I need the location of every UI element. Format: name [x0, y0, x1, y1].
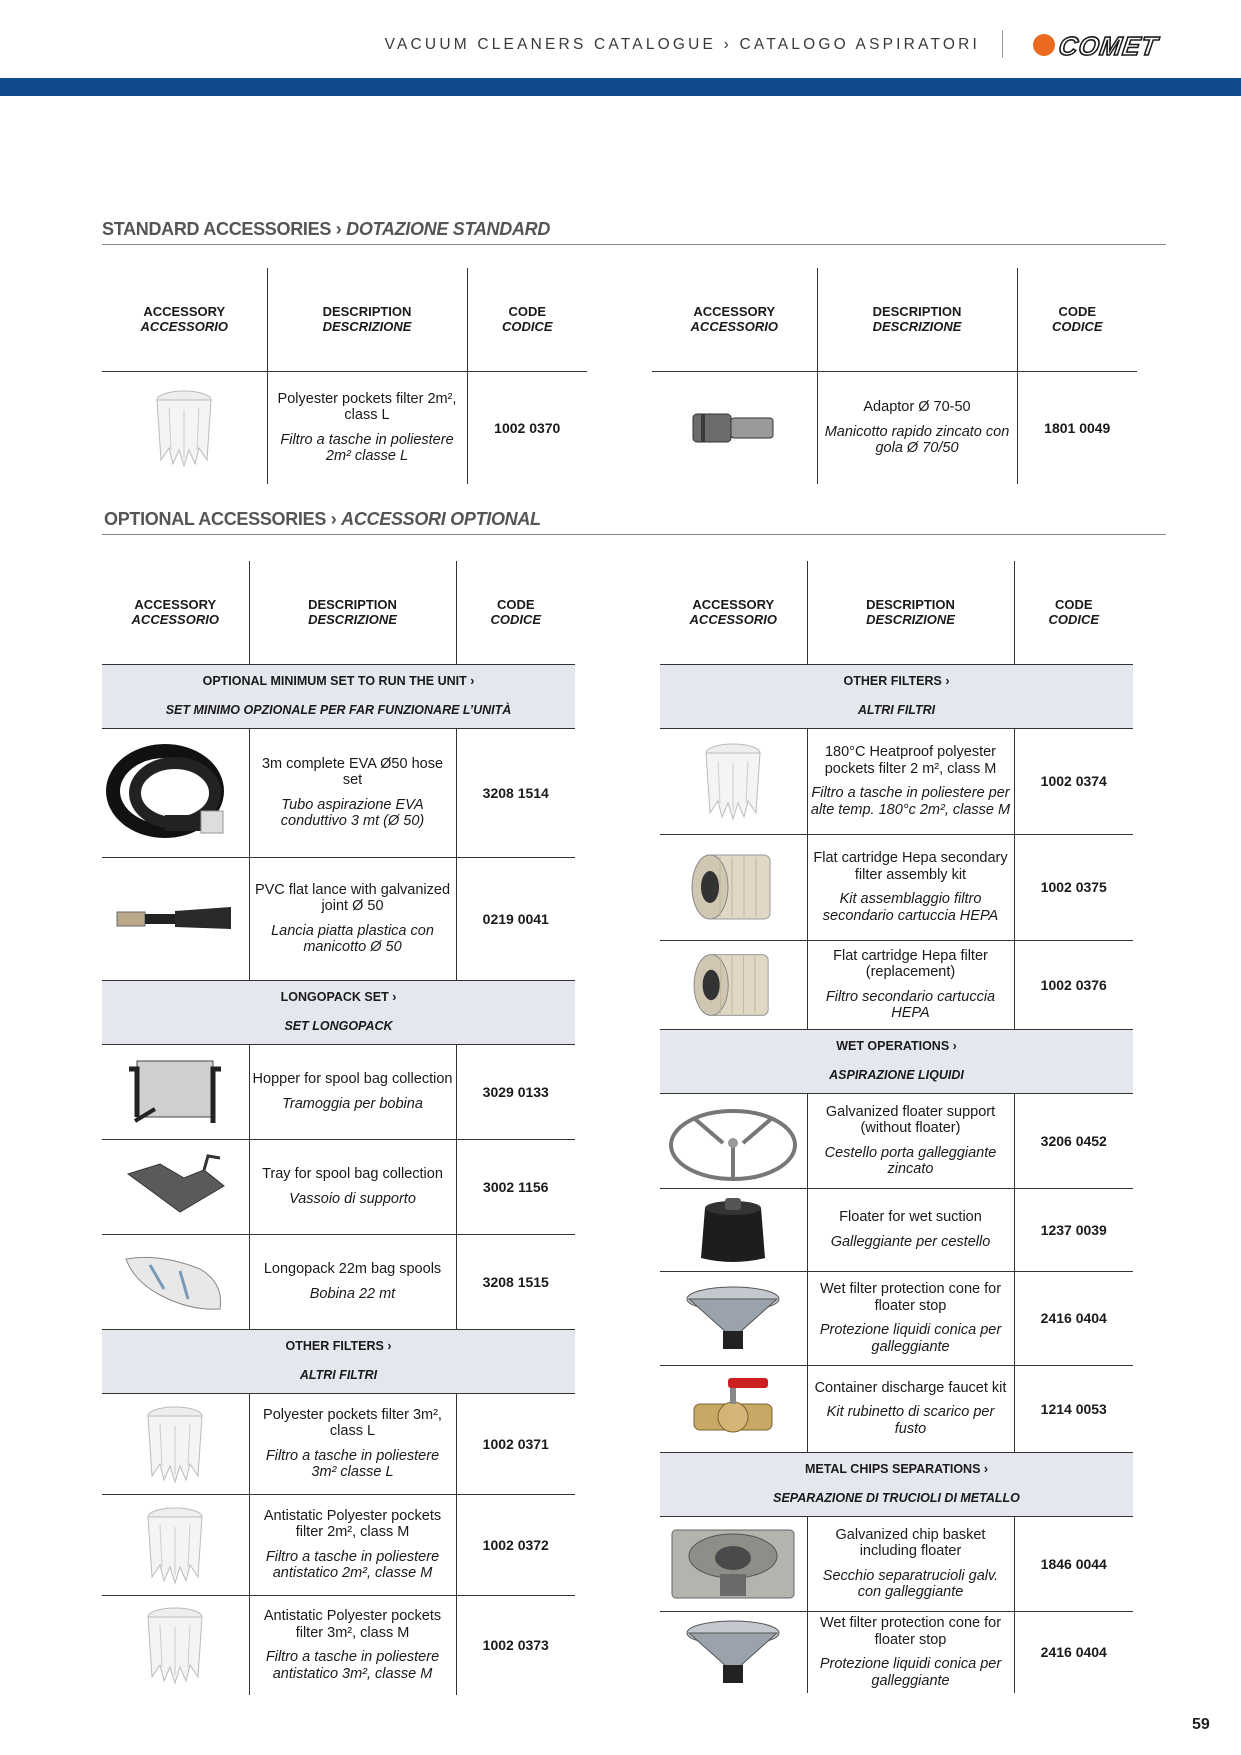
- table-row: [102, 1595, 575, 1695]
- item-code: 1237 0039: [1014, 1188, 1133, 1271]
- col-description: DESCRIPTION DESCRIZIONE: [267, 268, 467, 371]
- item-description: Tray for spool bag collection Vassoio di supporto: [249, 1139, 456, 1234]
- catalogue-title: VACUUM CLEANERS CATALOGUE › CATALOGO ASPIRATORI: [384, 36, 980, 53]
- group-header: OPTIONAL MINIMUM SET TO RUN THE UNIT › SET MINIMO OPZIONALE PER FAR FUNZIONARE L’UNITÀ: [102, 664, 575, 728]
- table-row: [660, 1188, 1133, 1271]
- item-code: 3002 1156: [456, 1139, 575, 1234]
- group-header: OTHER FILTERS › ALTRI FILTRI: [660, 664, 1133, 728]
- cartridge-filter-icon: [660, 834, 807, 940]
- item-code: 1002 0373: [456, 1595, 575, 1695]
- col-accessory: ACCESSORY ACCESSORIO: [660, 561, 807, 664]
- item-code: 3208 1514: [456, 728, 575, 857]
- chip-basket-icon: [660, 1516, 807, 1611]
- table-row: [102, 1393, 575, 1494]
- standard-section-title: [102, 219, 550, 240]
- pocket-filter-icon: [102, 1393, 249, 1494]
- item-code: 3029 0133: [456, 1044, 575, 1139]
- optional-table-left: [102, 561, 575, 1695]
- item-code: 0219 0041: [456, 857, 575, 980]
- col-description: DESCRIPTION DESCRIZIONE: [249, 561, 456, 664]
- floater-support-icon: [660, 1093, 807, 1188]
- optional-table-right: [660, 561, 1133, 1693]
- group-header: OTHER FILTERS › ALTRI FILTRI: [102, 1329, 575, 1393]
- floater-icon: [660, 1188, 807, 1271]
- table-row: [102, 371, 587, 484]
- flat-lance-icon: [102, 857, 249, 980]
- group-header: WET OPERATIONS › ASPIRAZIONE LIQUIDI: [660, 1029, 1133, 1093]
- col-accessory: ACCESSORY ACCESSORIO: [102, 561, 249, 664]
- standard-section-rule: [102, 244, 1166, 245]
- optional-title-it: ACCESSORI OPTIONAL: [341, 509, 541, 529]
- item-description: 180°C Heatproof polyester pockets filter 2 m², class M Filtro a tasche in poliestere per alte temp. 180°c 2m², classe M: [807, 728, 1014, 834]
- bag-spool-icon: [102, 1234, 249, 1329]
- item-description: Galvanized chip basket including floater Secchio separatrucioli galv. con galleggiante: [807, 1516, 1014, 1611]
- col-accessory: ACCESSORY ACCESSORIO: [102, 268, 267, 371]
- col-code: CODE CODICE: [467, 268, 587, 371]
- page-number: 59: [1192, 1716, 1210, 1733]
- standard-table-right: [652, 268, 1137, 484]
- faucet-icon: [660, 1365, 807, 1452]
- item-code: 3206 0452: [1014, 1093, 1133, 1188]
- item-description: Hopper for spool bag collection Tramoggia per bobina: [249, 1044, 456, 1139]
- pocket-filter-icon: [102, 371, 267, 484]
- item-code: 1214 0053: [1014, 1365, 1133, 1452]
- item-code: 1002 0372: [456, 1494, 575, 1595]
- item-description: Polyester pockets filter 3m², class L Filtro a tasche in poliestere 3m² classe L: [249, 1393, 456, 1494]
- item-description: Longopack 22m bag spools Bobina 22 mt: [249, 1234, 456, 1329]
- table-row: [102, 1234, 575, 1329]
- table-row: [102, 728, 575, 857]
- table-row: [660, 1611, 1133, 1693]
- logo-wordmark: COMET: [1056, 31, 1161, 61]
- item-code: 2416 0404: [1014, 1271, 1133, 1365]
- table-row: [660, 1093, 1133, 1188]
- item-description: Flat cartridge Hepa filter (replacement) Filtro secondario cartuccia HEPA: [807, 940, 1014, 1029]
- table-row: [660, 940, 1133, 1029]
- cone-icon: [660, 1271, 807, 1365]
- table-row: [660, 1365, 1133, 1452]
- hose-icon: [102, 728, 249, 857]
- pocket-filter-icon: [660, 728, 807, 834]
- item-description: Wet filter protection cone for floater stop Protezione liquidi conica per galleggiante: [807, 1611, 1014, 1693]
- col-code: CODE CODICE: [1014, 561, 1133, 664]
- table-row: [652, 371, 1137, 484]
- logo-dot-icon: [1033, 34, 1055, 56]
- item-code: 1002 0374: [1014, 728, 1133, 834]
- header-band: [0, 78, 1241, 96]
- item-description: Antistatic Polyester pockets filter 2m², class M Filtro a tasche in poliestere antistatico 2m², classe M: [249, 1494, 456, 1595]
- item-description: 3m complete EVA Ø50 hose set Tubo aspirazione EVA conduttivo 3 mt (Ø 50): [249, 728, 456, 857]
- pocket-filter-icon: [102, 1494, 249, 1595]
- item-code: 1002 0370: [467, 371, 587, 484]
- item-code: 1846 0044: [1014, 1516, 1133, 1611]
- col-code: CODE CODICE: [456, 561, 575, 664]
- comet-logo: [1033, 31, 1168, 61]
- col-code: CODE CODICE: [1017, 268, 1137, 371]
- table-row: [102, 1139, 575, 1234]
- item-description: Container discharge faucet kit Kit rubinetto di scarico per fusto: [807, 1365, 1014, 1452]
- table-row: [660, 1271, 1133, 1365]
- item-code: 1002 0376: [1014, 940, 1133, 1029]
- pocket-filter-icon: [102, 1595, 249, 1695]
- standard-title-en: STANDARD ACCESSORIES ›: [102, 219, 347, 239]
- item-description: PVC flat lance with galvanized joint Ø 50 Lancia piatta plastica con manicotto Ø 50: [249, 857, 456, 980]
- item-code: 1002 0371: [456, 1393, 575, 1494]
- group-header: LONGOPACK SET › SET LONGOPACK: [102, 980, 575, 1044]
- item-code: 3208 1515: [456, 1234, 575, 1329]
- table-row: [102, 1044, 575, 1139]
- item-description: Flat cartridge Hepa secondary filter assembly kit Kit assemblaggio filtro secondario cartuccia HEPA: [807, 834, 1014, 940]
- adaptor-icon: [652, 371, 817, 484]
- table-row: [660, 1516, 1133, 1611]
- item-description: Floater for wet suction Galleggiante per cestello: [807, 1188, 1014, 1271]
- group-header: METAL CHIPS SEPARATIONS › SEPARAZIONE DI TRUCIOLI DI METALLO: [660, 1452, 1133, 1516]
- col-description: DESCRIPTION DESCRIZIONE: [817, 268, 1017, 371]
- table-row: [102, 1494, 575, 1595]
- item-code: 1801 0049: [1017, 371, 1137, 484]
- table-row: [660, 728, 1133, 834]
- item-description: Antistatic Polyester pockets filter 3m², class M Filtro a tasche in poliestere antistatico 3m², classe M: [249, 1595, 456, 1695]
- cone-icon: [660, 1611, 807, 1693]
- item-description: Adaptor Ø 70-50 Manicotto rapido zincato con gola Ø 70/50: [817, 371, 1017, 484]
- standard-title-it: DOTAZIONE STANDARD: [346, 219, 551, 239]
- col-description: DESCRIPTION DESCRIZIONE: [807, 561, 1014, 664]
- tray-icon: [102, 1139, 249, 1234]
- table-row: [102, 857, 575, 980]
- item-description: Wet filter protection cone for floater stop Protezione liquidi conica per galleggiante: [807, 1271, 1014, 1365]
- item-description: Galvanized floater support (without floater) Cestello porta galleggiante zincato: [807, 1093, 1014, 1188]
- table-row: [660, 834, 1133, 940]
- optional-title-en: OPTIONAL ACCESSORIES ›: [104, 509, 342, 529]
- optional-section-title: [104, 509, 541, 530]
- item-code: 1002 0375: [1014, 834, 1133, 940]
- item-code: 2416 0404: [1014, 1611, 1133, 1693]
- col-accessory: ACCESSORY ACCESSORIO: [652, 268, 817, 371]
- header-divider: [1002, 30, 1003, 58]
- standard-table-left: [102, 268, 587, 484]
- item-description: Polyester pockets filter 2m², class L Filtro a tasche in poliestere 2m² classe L: [267, 371, 467, 484]
- cartridge-filter-icon: [660, 940, 807, 1029]
- optional-section-rule: [102, 534, 1166, 535]
- hopper-icon: [102, 1044, 249, 1139]
